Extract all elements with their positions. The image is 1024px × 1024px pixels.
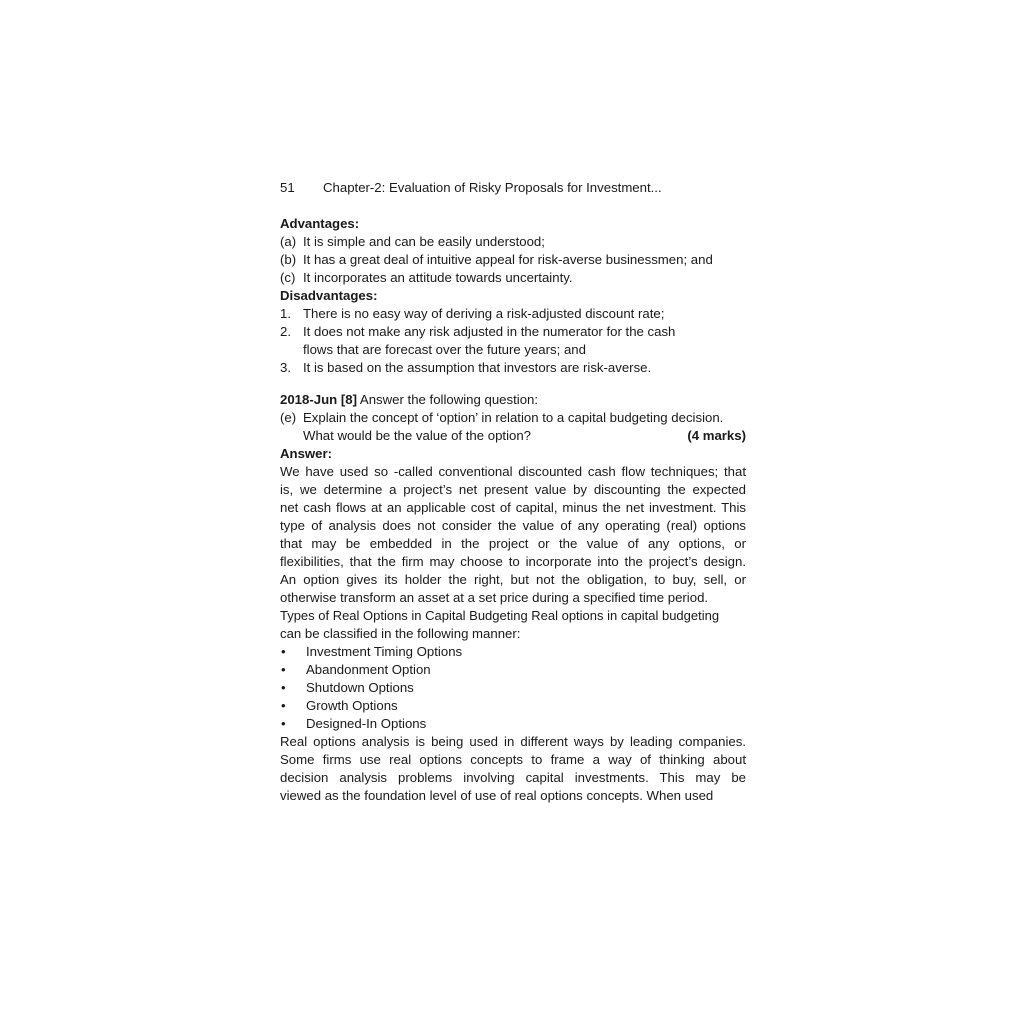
answer-line: type of analysis does not consider the value of any operating (real) options [280,518,746,533]
question-part-line: What would be the value of the option? [303,428,532,443]
question-instruction: Answer the following question: [359,392,539,407]
answer-line: decision analysis problems involving capital investments. This may be [280,770,746,785]
marks-badge: (4 marks) [687,428,746,443]
answer-line: otherwise transform an asset at a set price during a specified time period. [280,590,709,605]
disadvantages-heading: Disadvantages: [280,288,378,303]
option-type-label: Investment Timing Options [306,644,463,659]
list-text-line: flows that are forecast over the future years; and [303,342,586,357]
option-type-item [280,661,746,679]
answer-paragraph-2 [280,733,746,805]
list-text: It has a great deal of intuitive appeal for risk-averse businessmen; and [303,252,713,267]
list-text [303,323,746,359]
advantages-heading: Advantages: [280,216,360,231]
answer-line: Some firms use real options concepts to frame a way of thinking about [280,752,746,767]
bullet-icon: • [281,680,286,695]
bullet-icon: • [281,698,286,713]
option-type-item [280,715,746,733]
question-part-marker: (e) [280,410,297,425]
answer-line: is, we determine a project’s net present value by discounting the expected [280,482,746,497]
option-type-label: Shutdown Options [306,680,414,695]
question-instruction-line [280,391,746,409]
option-type-item [280,697,746,715]
list-marker: (a) [280,234,297,249]
bullet-icon: • [281,716,286,731]
list-text: It is based on the assumption that investors are risk-averse. [303,360,652,375]
exam-reference: 2018-Jun [8] [280,392,357,407]
list-text: It incorporates an attitude towards uncertainty. [303,270,573,285]
question-part-body [303,409,746,445]
advantages-item [280,251,746,269]
list-text: There is no easy way of deriving a risk-adjusted discount rate; [303,306,665,321]
option-type-item [280,643,746,661]
answer-line: viewed as the foundation level of use of real options concepts. When used [280,788,714,803]
list-text-line: It does not make any risk adjusted in the numerator for the cash [303,324,676,339]
disadvantages-item [280,305,746,323]
page-number: 51 [280,180,295,195]
list-marker: (b) [280,252,297,267]
answer-paragraph-1 [280,463,746,607]
disadvantages-item [280,323,746,359]
document-page [280,179,746,805]
question-part-line: Explain the concept of ‘option’ in relation to a capital budgeting decision. [303,410,724,425]
option-type-label: Growth Options [306,698,398,713]
bullet-icon: • [281,644,286,659]
answer-line: We have used so -called conventional discounted cash flow techniques; that [280,464,746,479]
section-spacer [280,377,746,391]
answer-line: flexibilities, that the firm may choose to incorporate into the project’s design. [280,554,746,569]
question-part-last-line [303,427,746,445]
answer-line: that may be embedded in the project or the value of any options, or [280,536,746,551]
list-marker: 2. [280,324,291,339]
real-options-intro-text: Types of Real Options in Capital Budgeting Real options in capital budgeting [280,608,720,623]
list-text: It is simple and can be easily understood; [303,234,545,249]
list-marker: (c) [280,270,296,285]
list-marker: 3. [280,360,291,375]
running-head [280,179,746,197]
real-options-intro-line: can be classified in the following manner: [280,626,521,641]
answer-line: net cash flows at an applicable cost of capital, minus the net investment. This [280,500,746,515]
chapter-title: Chapter-2: Evaluation of Risky Proposals for Investment... [323,180,662,195]
question-part [280,409,746,445]
option-type-label: Abandonment Option [306,662,431,677]
real-options-intro-line [280,607,746,625]
answer-line: An option gives its holder the right, but not the obligation, to buy, sell, or [280,572,746,587]
disadvantages-item [280,359,746,377]
list-marker: 1. [280,306,291,321]
advantages-item [280,269,746,287]
option-type-label: Designed-In Options [306,716,427,731]
bullet-icon: • [281,662,286,677]
answer-line: Real options analysis is being used in different ways by leading companies. [280,734,746,749]
answer-heading: Answer: [280,446,333,461]
option-type-item [280,679,746,697]
advantages-item [280,233,746,251]
